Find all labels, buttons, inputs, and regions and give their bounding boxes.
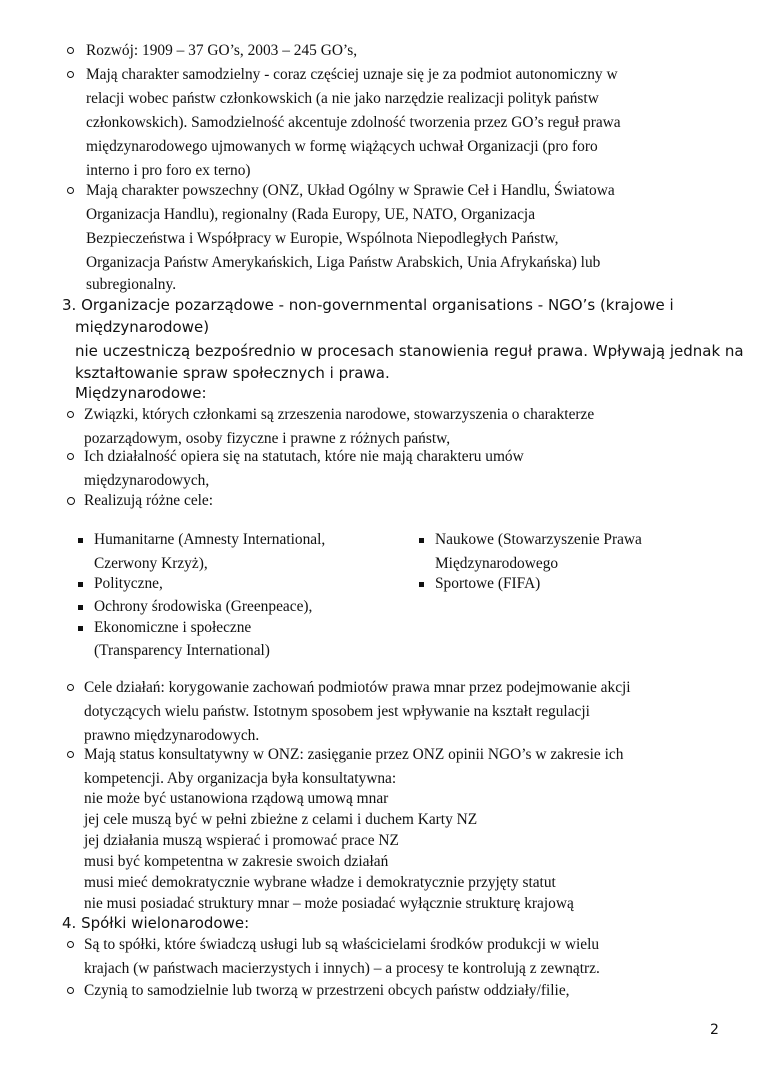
paragraph-line: nie uczestniczą bezpośrednio w procesach stanowienia reguł prawa. Wpływają jednak na (75, 342, 744, 360)
circle-bullet-icon (67, 453, 74, 460)
text-line: Ich działalność opiera się na statutach, które nie mają charakteru umów (84, 448, 524, 465)
text-line: Humanitarne (Amnesty International, (94, 531, 326, 548)
text-line: pozarządowym, osoby fizyczne i prawne z różnych państw, (84, 430, 451, 447)
text-line: Związki, których członkami są zrzeszenia narodowe, stowarzyszenia o charakterze (84, 406, 595, 423)
text-line: Polityczne, (94, 575, 163, 592)
text-line: członkowskich). Samodzielność akcentuje zdolność tworzenia przez GO’s reguł prawa (86, 114, 621, 131)
circle-bullet-icon (67, 751, 74, 758)
text-line: Naukowe (Stowarzyszenie Prawa (435, 531, 642, 548)
text-line: nie musi posiadać struktury mnar – może posiadać wyłącznie strukturę krajową (84, 895, 574, 912)
circle-bullet-icon (67, 71, 74, 78)
square-bullet-icon (78, 605, 83, 610)
square-bullet-icon (78, 626, 83, 631)
text-line: Sportowe (FIFA) (435, 575, 541, 592)
text-line: Mają status konsultatywny w ONZ: zasięganie przez ONZ opinii NGO’s w zakresie ich (84, 746, 624, 763)
text-line: Rozwój: 1909 – 37 GO’s, 2003 – 245 GO’s, (86, 42, 358, 59)
text-line: Organizacja Państw Amerykańskich, Liga Państw Arabskich, Unia Afrykańska) lub (86, 254, 601, 271)
text-line: Ochrony środowiska (Greenpeace), (94, 598, 313, 615)
text-line: dotyczących wielu państw. Istotnym sposobem jest wpływanie na kształt regulacji (84, 703, 590, 720)
text-line: relacji wobec państw członkowskich (a nie jako narzędzie realizacji polityk państw (86, 90, 599, 107)
text-line: jej cele muszą być w pełni zbieżne z celami i duchem Karty NZ (84, 811, 478, 828)
circle-bullet-icon (67, 684, 74, 691)
section-heading: międzynarodowe) (75, 318, 210, 336)
text-line: Ekonomiczne i społeczne (94, 619, 252, 636)
square-bullet-icon (78, 582, 83, 587)
text-line: subregionalny. (86, 276, 177, 293)
text-line: musi mieć demokratycznie wybrane władze i demokratycznie przyjęty statut (84, 874, 556, 891)
text-line: interno i pro foro ex terno) (86, 162, 251, 179)
circle-bullet-icon (67, 411, 74, 418)
text-line: prawno międzynarodowych. (84, 727, 260, 744)
text-line: Mają charakter powszechny (ONZ, Układ Ogólny w Sprawie Ceł i Handlu, Światowa (86, 182, 615, 199)
section-heading: 4. Spółki wielonarodowe: (62, 914, 250, 932)
text-line: krajach (w państwach macierzystych i innych) – a procesy te kontrolują z zewnątrz. (84, 960, 600, 977)
text-line: Cele działań: korygowanie zachowań podmiotów prawa mnar przez podejmowanie akcji (84, 679, 631, 696)
square-bullet-icon (419, 538, 424, 543)
circle-bullet-icon (67, 987, 74, 994)
text-line: kompetencji. Aby organizacja była konsultatywna: (84, 770, 397, 787)
text-line: jej działania muszą wspierać i promować prace NZ (84, 832, 399, 849)
text-line: Czerwony Krzyż), (94, 555, 208, 572)
text-line: Mają charakter samodzielny - coraz częściej uznaje się je za podmiot autonomiczny w (86, 66, 618, 83)
text-line: Są to spółki, które świadczą usługi lub są właścicielami środków produkcji w wielu (84, 936, 600, 953)
text-line: Czynią to samodzielnie lub tworzą w przestrzeni obcych państw oddziały/filie, (84, 982, 570, 999)
page-number: 2 (710, 1022, 719, 1038)
text-line: Organizacja Handlu), regionalny (Rada Europy, UE, NATO, Organizacja (86, 206, 536, 223)
square-bullet-icon (78, 538, 83, 543)
text-line: Bezpieczeństwa i Współpracy w Europie, Wspólnota Niepodległych Państw, (86, 230, 559, 247)
paragraph-line: kształtowanie spraw społecznych i prawa. (75, 364, 390, 382)
text-line: Międzynarodowego (435, 555, 559, 572)
text-line: Realizują różne cele: (84, 492, 214, 509)
sub-label: Międzynarodowe: (75, 384, 207, 402)
circle-bullet-icon (67, 187, 74, 194)
text-line: (Transparency International) (94, 642, 270, 659)
text-line: międzynarodowego ujmowanych w formę wiążących uchwał Organizacji (pro foro (86, 138, 598, 155)
text-line: międzynarodowych, (84, 472, 210, 489)
section-heading: 3. Organizacje pozarządowe - non-governmental organisations - NGO’s (krajowe i (62, 296, 674, 314)
circle-bullet-icon (67, 941, 74, 948)
circle-bullet-icon (67, 47, 74, 54)
circle-bullet-icon (67, 497, 75, 505)
text-line: musi być kompetentna w zakresie swoich działań (84, 853, 389, 870)
text-line: nie może być ustanowiona rządową umową mnar (84, 790, 389, 807)
square-bullet-icon (419, 582, 424, 587)
